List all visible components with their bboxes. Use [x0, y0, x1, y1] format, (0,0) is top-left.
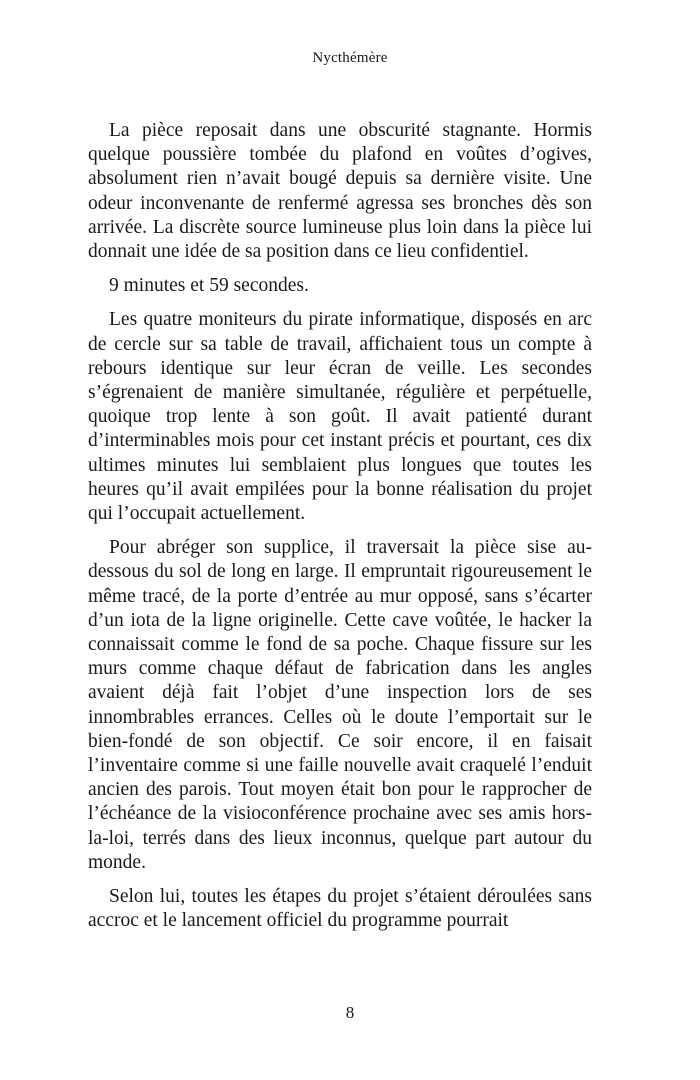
page-number: 8 [345, 1003, 355, 1022]
running-header: Nycthémère [312, 50, 388, 66]
paragraph: 9 minutes et 59 secondes. [109, 275, 309, 297]
paragraph: Les quatre moniteurs du pirate informatique, disposés en arc de cercle sur sa table de travail, affichaient tous un compte à rebours identique sur leur écran de veille. Les secondes s’égrenaient de manière simultanée, régulière et perpétuelle, quoique trop lente à son goût. Il avait patienté durant d’interminables mois pour cet instant précis et pourtant, ces dix ultimes minutes lui semblaient plus longues que toutes les heures qu’il avait empilées pour la bonne réalisation du projet qui l’occupait actuellement. [88, 309, 592, 525]
body-text [88, 119, 592, 934]
paragraph: La pièce reposait dans une obscurité stagnante. Hormis quelque poussière tombée du plafond en voûtes d’ogives, absolument rien n’avait bougé depuis sa dernière visite. Une odeur inconvenante de renfermé agressa ses bronches dès son arrivée. La discrète source lumineuse plus loin dans la pièce lui donnait une idée de sa position dans ce lieu confidentiel. [88, 120, 592, 263]
paragraph: Selon lui, toutes les étapes du projet s’étaient déroulées sans accroc et le lancement officiel du programme pourrait [88, 886, 592, 932]
paragraph: Pour abréger son supplice, il traversait la pièce sise au-dessous du sol de long en large. Il empruntait rigoureusement le même tracé, de la porte d’entrée au mur opposé, sans s’écarter d’un iota de la ligne originelle. Cette cave voûtée, le hacker la connaissait comme le fond de sa poche. Chaque fissure sur les murs comme chaque défaut de fabrication dans les angles avaient déjà fait l’objet d’une inspection lors de ses innombrables errances. Celles où le doute l’emportait sur le bien-fondé de son objectif. Ce soir encore, il en faisait l’inventaire comme si une faille nouvelle avait craquelé l’enduit ancien des parois. Tout moyen était bon pour le rapprocher de l’échéance de la visioconférence prochaine avec ses amis hors-la-loi, terrés dans des lieux inconnus, quelque part autour du monde. [88, 537, 592, 873]
